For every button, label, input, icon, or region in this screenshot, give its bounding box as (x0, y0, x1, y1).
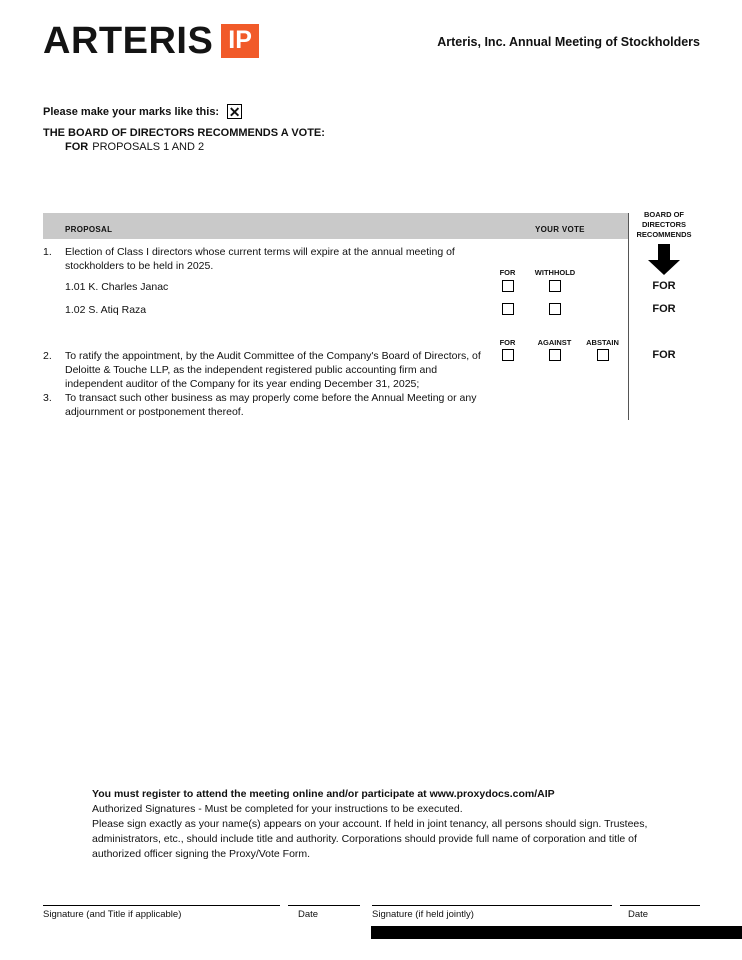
proposal-2-number: 2. (43, 350, 52, 362)
signing-instructions: Please sign exactly as your name(s) appears on your account. If held in joint tenancy, all persons should sign. Trustees, administrators, etc., should include title and authority. Corporations should provide full name of corporation and title of authorized officer signing the Proxy/Vote Form. (92, 817, 648, 860)
checkbox-1-02-for[interactable] (502, 303, 514, 315)
column-header-proposal: PROPOSAL (65, 225, 113, 234)
marks-instruction-row (43, 104, 242, 119)
logo-wordmark: ARTERIS (43, 20, 214, 62)
checkbox-2-for[interactable] (502, 349, 514, 361)
example-checkbox (227, 104, 242, 119)
proposal-1-text: Election of Class I directors whose current terms will expire at the annual meeting of stockholders to be held in 2025. (65, 246, 455, 272)
recommend-1-02: FOR (652, 303, 676, 315)
date-right-label: Date (628, 909, 649, 920)
signature-right-label: Signature (if held jointly) (372, 909, 474, 920)
board-recommendation-for: FOR (65, 141, 89, 153)
board-recommendation-proposals: PROPOSALS 1 AND 2 (92, 141, 205, 153)
footer-instructions (92, 787, 648, 862)
recommend-2: FOR (652, 349, 676, 361)
proposal-1-number: 1. (43, 246, 52, 258)
recommend-1-01: FOR (652, 280, 676, 292)
nominee-1-02-label: 1.02 S. Atiq Raza (65, 304, 147, 316)
proposal-2-for-header: FOR (499, 338, 516, 347)
table-right-divider (628, 213, 629, 420)
proposal-1-for-header: FOR (499, 268, 516, 277)
marks-instruction-label: Please make your marks like this: (43, 105, 220, 118)
board-recommendation-heading: THE BOARD OF DIRECTORS RECOMMENDS A VOTE: (43, 127, 325, 139)
register-instruction: You must register to attend the meeting online and/or participate at www.proxydocs.com/AIP (92, 788, 555, 800)
checkbox-1-01-for[interactable] (502, 280, 514, 292)
logo-ip-badge: IP (221, 24, 259, 58)
company-logo (43, 22, 259, 60)
checkbox-1-01-withhold[interactable] (549, 280, 561, 292)
signature-line-right[interactable] (372, 905, 612, 906)
bottom-black-bar (371, 926, 742, 939)
date-line-right[interactable] (620, 905, 700, 906)
x-mark-icon: ✕ (228, 103, 241, 120)
signature-left-label: Signature (and Title if applicable) (43, 909, 182, 920)
date-line-left[interactable] (288, 905, 360, 906)
recommends-column-header: BOARD OF DIRECTORS RECOMMENDS (636, 210, 692, 239)
checkbox-1-02-withhold[interactable] (549, 303, 561, 315)
proposal-2-against-header: AGAINST (537, 338, 572, 347)
checkbox-2-abstain[interactable] (597, 349, 609, 361)
authorized-signatures-line: Authorized Signatures - Must be completed for your instructions to be executed. (92, 802, 463, 815)
nominee-1-01-label: 1.01 K. Charles Janac (65, 281, 169, 293)
proposal-2-text: To ratify the appointment, by the Audit Committee of the Company's Board of Directors, of Deloitte & Touche LLP, as the independent registered public accounting firm and independent auditor of the Company for its year ending December 31, 2025; (65, 350, 481, 390)
column-header-your-vote: YOUR VOTE (535, 225, 585, 234)
date-left-label: Date (298, 909, 319, 920)
proposal-3-text: To transact such other business as may properly come before the Annual Meeting or any adjournment or postponement thereof. (65, 392, 477, 418)
proposal-2-abstain-header: ABSTAIN (586, 338, 619, 347)
board-recommendation-detail (65, 141, 204, 153)
checkbox-2-against[interactable] (549, 349, 561, 361)
proposal-3-number: 3. (43, 392, 52, 404)
proposal-1-withhold-header: WITHHOLD (534, 268, 576, 277)
down-arrow-icon (648, 244, 680, 275)
signature-line-left[interactable] (43, 905, 280, 906)
page-title: Arteris, Inc. Annual Meeting of Stockholders (437, 35, 700, 49)
table-header-bar (43, 213, 628, 239)
